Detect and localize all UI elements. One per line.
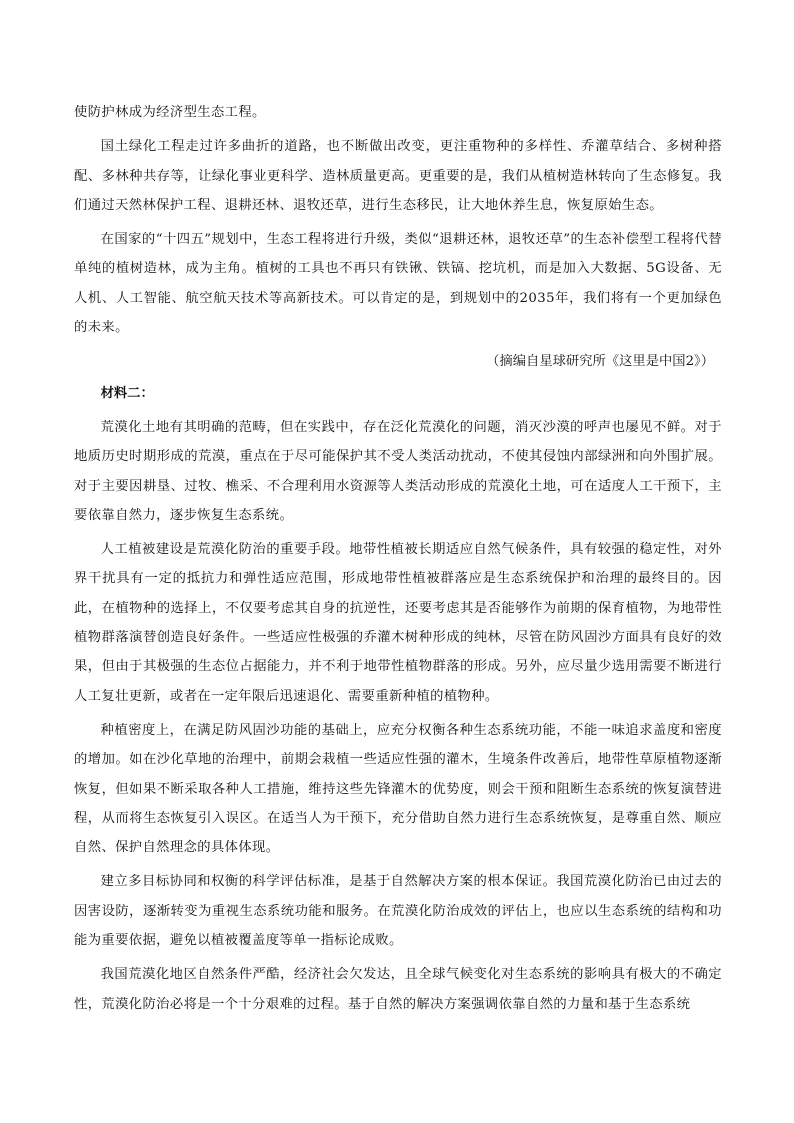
paragraph: 荒漠化土地有其明确的范畴，但在实践中，存在泛化荒漠化的问题，消灭沙漠的呼声也屡见不鲜。对于地质历史时期形成的荒漠，重点在于尽可能保护其不受人类活动扰动，不使其侵蚀内部绿洲和向外围扩展。对于主要因耕垦、过牧、樵采、不合理利用水资源等人类活动形成的荒漠化土地，可在适度人工干预下，主要依靠自然力，逐步恢复生态系统。 [74, 419, 722, 523]
paragraph: 种植密度上，在满足防风固沙功能的基础上，应充分权衡各种生态系统功能，不能一味追求盖度和密度的增加。如在沙化草地的治理中，前期会栽植一些适应性强的灌木，生境条件改善后，地带性草原植物逐渐恢复，但如果不断采取各种人工措施，维持这些先锋灌木的优势度，则会干预和阻断生态系统的恢复演替进程，从而将生态恢复引入误区。在适当人为干预下，充分借助自然力进行生态系统恢复，是尊重自然、顺应自然、保护自然理念的具体体现。 [74, 722, 722, 856]
paragraph: 人工植被建设是荒漠化防治的重要手段。地带性植被长期适应自然气候条件，具有较强的稳定性，对外界干扰具有一定的抵抗力和弹性适应范围，形成地带性植被群落应是生态系统保护和治理的最终目的。因此，在植物种的选择上，不仅要考虑其自身的抗逆性，还要考虑其是否能够作为前期的保育植物，为地带性植物群落演替创造良好条件。一些适应性极强的乔灌木树种形成的纯林，尽管在防风固沙方面具有良好的效果，但由于其极强的生态位占据能力，并不利于地带性植物群落的形成。另外，应尽量少选用需要不断进行人工复壮更新，或者在一定年限后迅速退化、需要重新种植的植物种。 [74, 542, 722, 704]
document-page [74, 98, 722, 1024]
paragraph-continuation: 使防护林成为经济型生态工程。 [74, 105, 266, 120]
source-citation: （摘编自星球研究所《这里是中国2》） [486, 354, 714, 370]
section-heading: 材料二： [100, 385, 154, 401]
paragraph: 我国荒漠化地区自然条件严酷，经济社会欠发达，且全球气候变化对生态系统的影响具有极大的不确定性，荒漠化防治必将是一个十分艰难的过程。基于自然的解决方案强调依靠自然的力量和基于生态系统 [74, 967, 722, 1012]
paragraph: 建立多目标协同和权衡的科学评估标准，是基于自然解决方案的根本保证。我国荒漠化防治已由过去的因害设防，逐渐转变为重视生态系统功能和服务。在荒漠化防治成效的评估上，也应以生态系统的结构和功能为重要依据，避免以植被覆盖度等单一指标论成败。 [74, 874, 722, 949]
paragraph: 在国家的“十四五”规划中，生态工程将进行升级，类似“退耕还林，退牧还草”的生态补偿型工程将代替单纯的植树造林，成为主角。植树的工具也不再只有铁锹、铁镐、挖坑机，而是加入大数据、5G设备、无人机、人工智能、航空航天技术等高新技术。可以肯定的是，到规划中的2035年，我们将有一个更加绿色的未来。 [74, 232, 722, 336]
paragraph: 国土绿化工程走过许多曲折的道路，也不断做出改变，更注重物种的多样性、乔灌草结合、多树种搭配、多林种共存等，让绿化事业更科学、造林质量更高。更重要的是，我们从植树造林转向了生态修复。我们通过天然林保护工程、退耕还林、退牧还草，进行生态移民，让大地休养生息，恢复原始生态。 [74, 139, 722, 213]
